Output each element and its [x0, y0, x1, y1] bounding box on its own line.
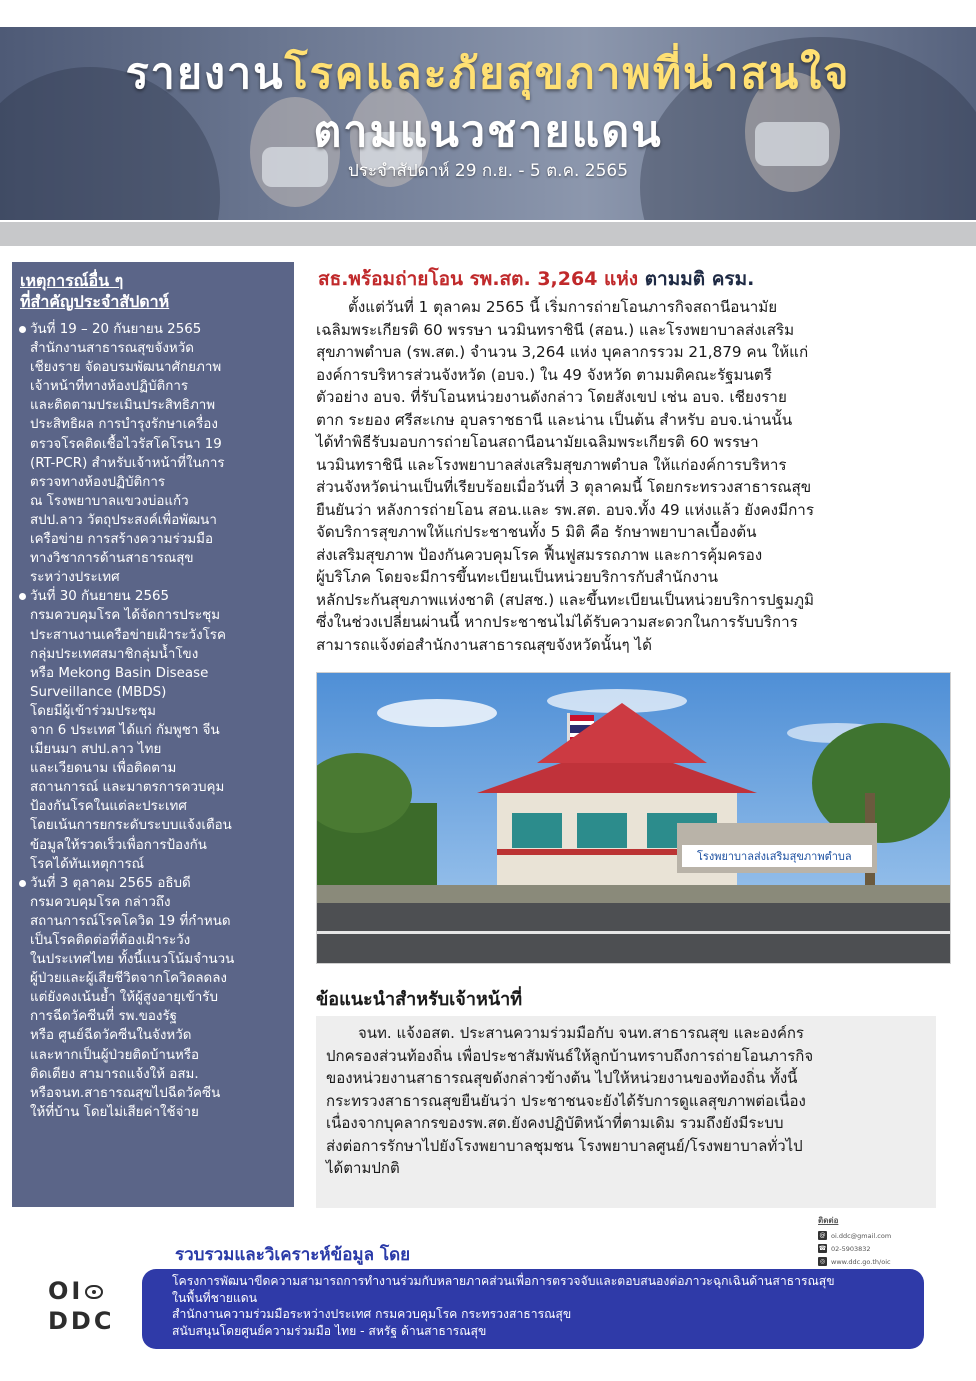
article-line: ตั้งแต่วันที่ 1 ตุลาคม 2565 นี้ เริ่มการถ่ายโอนภารกิจสถานีอนามัย: [348, 298, 778, 316]
sidebar-event-item: [30, 874, 286, 1122]
sidebar-event-line: และหากเป็นผู้ป่วยติดบ้านหรือ: [30, 1047, 200, 1063]
contact-web-row[interactable]: [818, 1256, 938, 1267]
contact-email-row[interactable]: [818, 1230, 938, 1241]
recommendation-box: [316, 1016, 936, 1208]
recommendation-line: เนื่องจากบุคลากรของรพ.สต.ยังคงปฏิบัติหน้าที่ตามเดิม รวมถึงยังมีระบบ: [326, 1114, 784, 1132]
sidebar-event-line: ประสิทธิผล การบำรุงรักษาเครื่อง: [30, 417, 218, 433]
headline-dark: ตามมติ ครม.: [644, 268, 755, 290]
divider-strip: [0, 222, 976, 246]
article-line: ยืนยันว่า หลังการถ่ายโอน สอน.และ รพ.สต. อบจ.ทั้ง 49 แห่งแล้ว ยังคงมีการ: [316, 500, 814, 519]
sidebar-event-item: [30, 320, 286, 587]
title-highlight: โรคและภัยสุขภาพที่น่าสนใจ: [284, 49, 851, 99]
contact-phone: 02-5903832: [831, 1244, 871, 1253]
sidebar-event-line: สปป.ลาว วัตถุประสงค์เพื่อพัฒนา: [30, 512, 217, 528]
sidebar-event-line: สถานการณ์โรคโควิด 19 ที่กำหนด: [30, 913, 231, 929]
sidebar-heading-line2: ที่สำคัญประจำสัปดาห์: [20, 292, 170, 311]
contact-phone-row[interactable]: [818, 1243, 938, 1254]
eye-icon: [85, 1285, 103, 1299]
article-line: สุขภาพตำบล (รพ.สต.) จำนวน 3,264 แห่ง บุคลากรรวม 21,879 คน ให้แก่: [316, 343, 809, 361]
title-line2: ตามแนวชายแดน: [313, 107, 663, 157]
report-week: ประจำสัปดาห์ 29 ก.ย. - 5 ต.ค. 2565: [347, 161, 629, 181]
sidebar-event-line: หรือจนท.สาธารณสุขไปฉีดวัคซีน: [30, 1085, 221, 1101]
recommendation-line: กระทรวงสาธารณสุขยืนยันว่า ประชาชนจะยังได้รับการดูแลสุขภาพต่อเนื่อง: [326, 1091, 806, 1110]
health-center-photo: [316, 672, 951, 964]
recommendation-line: ได้ตามปกติ: [326, 1159, 400, 1177]
article-line: ตัวอย่าง อบจ. ที่รับโอนหน่วยงานดังกล่าว โดยสังเขป เช่น อบจ. เชียงราย: [316, 388, 787, 406]
sidebar-event-line: หรือ ศูนย์ฉีดวัคซีนในจังหวัด: [30, 1028, 192, 1044]
contact-email: oi.ddc@gmail.com: [831, 1231, 892, 1240]
sidebar-event-line: กลุ่มประเทศสมาชิกลุ่มน้ำโขง: [30, 646, 199, 662]
sidebar-event-line: ณ โรงพยาบาลแขวงบ่อแก้ว: [30, 493, 189, 509]
project-info-line: สำนักงานความร่วมมือระหว่างประเทศ กรมควบคุมโรค กระทรวงสาธารณสุข: [172, 1307, 572, 1321]
article-line: ส่งเสริมสุขภาพ ป้องกันควบคุมโรค ฟื้นฟูสมรรถภาพ และการคุ้มครอง: [316, 545, 763, 564]
sidebar-event-line: ให้ที่บ้าน โดยไม่เสียค่าใช้จ่าย: [30, 1104, 199, 1120]
sidebar-heading-line1: เหตุการณ์อื่น ๆ: [20, 271, 124, 290]
oi-ddc-logo: [48, 1276, 128, 1338]
article-line: เฉลิมพระเกียรติ 60 พรรษา นวมินทราชินี (สอน.) และโรงพยาบาลส่งเสริม: [316, 320, 795, 339]
sidebar-event-line: (RT-PCR) สำหรับเจ้าหน้าที่ในการ: [30, 455, 225, 471]
sidebar-event-line: โดยเน้นการยกระดับระบบแจ้งเตือน: [30, 818, 232, 834]
sidebar-event-line: แต่ยังคงเน้นย้ำ ให้ผู้สูงอายุเข้ารับ: [30, 990, 218, 1006]
recommendation-line: ของหน่วยงานสาธารณสุขดังกล่าวข้างต้น ไปให้หน่วยงานของท้องถิ่น ทั้งนี้: [326, 1069, 798, 1087]
sidebar-event-line: หรือ Mekong Basin Disease: [30, 665, 209, 681]
sidebar-event-line: ในประเทศไทย ทั้งนี้แนวโน้มจำนวน: [30, 952, 235, 968]
header-banner: [0, 27, 976, 220]
logo-line1: OI: [48, 1277, 84, 1305]
sidebar-event-line: เชียงราย จัดอบรมพัฒนาศักยภาพ: [30, 360, 222, 376]
compiled-by-label: รวบรวมและวิเคราะห์ข้อมูล โดย: [175, 1245, 411, 1265]
sidebar-event-line: ป้องกันโรคในแต่ละประเทศ: [30, 799, 187, 815]
article-line: องค์การบริหารส่วนจังหวัด (อบจ.) ใน 49 จังหวัด ตามมติคณะรัฐมนตรี: [316, 365, 772, 384]
phone-icon: ☎: [818, 1245, 827, 1252]
email-icon: @: [819, 1232, 826, 1239]
article-line: นวมินทราชินี และโรงพยาบาลส่งเสริมสุขภาพตำบล ให้แก่องค์การบริหาร: [316, 455, 787, 474]
article-line: ส่วนจังหวัดน่านเป็นที่เรียบร้อยเมื่อวันที่ 3 ตุลาคมนี้ โดยกระทรวงสาธารณสุข: [316, 478, 812, 496]
contact-title: ติดต่อ: [818, 1216, 839, 1225]
sidebar-event-line: สำนักงานสาธารณสุขจังหวัด: [30, 341, 194, 357]
sidebar-event-line: เครือข่าย การสร้างความร่วมมือ: [30, 532, 214, 548]
headline-red: สธ.พร้อมถ่ายโอน รพ.สต. 3,264 แห่ง: [318, 268, 639, 290]
sidebar-event-line: จาก 6 ประเทศ ได้แก่ กัมพูชา จีน: [30, 722, 220, 738]
recommendation-line: จนท. แจ้งอสต. ประสานความร่วมมือกับ จนท.สาธารณสุข และองค์กร: [358, 1024, 804, 1042]
sidebar-event-line: ระหว่างประเทศ: [30, 570, 120, 586]
sidebar-event-line: เจ้าหน้าที่ทางห้องปฏิบัติการ: [30, 379, 189, 395]
sidebar-event-line: สถานการณ์ และมาตรการควบคุม: [30, 780, 225, 796]
sidebar-event-item: [30, 587, 286, 873]
report-title: [0, 45, 976, 161]
project-info-line: สนับสนุนโดยศูนย์ความร่วมมือ ไทย - สหรัฐ ด้านสาธารณสุข: [172, 1323, 487, 1338]
sidebar-other-events: [12, 262, 294, 1207]
contact-web: www.ddc.go.th/oic: [831, 1257, 891, 1266]
sidebar-event-line: โรคได้ทันเหตุการณ์: [30, 856, 145, 872]
project-info-line: โครงการพัฒนาขีดความสามารถการทำงานร่วมกับหลายภาคส่วนเพื่อการตรวจจับและตอบสนองต่อภาวะฉุกเฉินด้านสาธารณสุข: [172, 1274, 835, 1288]
sidebar-event-line: เมียนมา สปป.ลาว ไทย: [30, 742, 162, 758]
sidebar-event-line: และติดตามประเมินประสิทธิภาพ: [30, 398, 216, 414]
article-line: ซึ่งในช่วงเปลี่ยนผ่านนี้ หากประชาชนไม่ได้รับความสะดวกในการรับบริการ: [316, 613, 798, 631]
article-line: ตาก ระยอง ศรีสะเกษ อุบลราชธานี และน่าน เป็นต้น สำหรับ อบจ.น่านนั้น: [316, 410, 793, 429]
recommendation-line: ส่งต่อการรักษาไปยังโรงพยาบาลชุมชน โรงพยาบาลศูนย์/โรงพยาบาลทั่วไป: [326, 1136, 803, 1155]
article-line: ได้ทำพิธีรับมอบการถ่ายโอนสถานีอนามัยเฉลิมพระเกียรติ 60 พรรษา: [316, 433, 759, 451]
sidebar-event-line: ทางวิชาการด้านสาธารณสุข: [30, 551, 194, 567]
article-line: ผู้บริโภค โดยจะมีการขึ้นทะเบียนเป็นหน่วยบริการกับสำนักงาน: [316, 568, 719, 586]
article-headline: [318, 265, 958, 293]
sidebar-event-line: ตรวจโรคติดเชื้อไวรัสโคโรนา 19: [30, 436, 222, 452]
project-info-box: [142, 1269, 924, 1349]
logo-line2: DDC: [48, 1307, 115, 1335]
recommendation-title: ข้อแนะนำสำหรับเจ้าหน้าที่: [316, 989, 523, 1010]
sidebar-event-line: กรมควบคุมโรค กล่าวถึง: [30, 894, 171, 910]
sidebar-event-line: โดยมีผู้เข้าร่วมประชุม: [30, 703, 156, 719]
article-line: หลักประกันสุขภาพแห่งชาติ (สปสช.) และขึ้นทะเบียนเป็นหน่วยบริการปฐมภูมิ: [316, 590, 815, 609]
sidebar-event-line: เป็นโรคติดต่อที่ต้องเฝ้าระวัง: [30, 933, 191, 948]
sidebar-event-line: การฉีดวัคซีนที่ รพ.ของรัฐ: [30, 1009, 178, 1025]
sidebar-event-list: [20, 320, 286, 1122]
sidebar-event-line: วันที่ 19 – 20 กันยายน 2565: [30, 322, 202, 337]
sidebar-event-line: ผู้ป่วยและผู้เสียชีวิตจากโควิดลดลง: [30, 971, 227, 987]
sidebar-event-line: ข้อมูลให้รวดเร็วเพื่อการป้องกัน: [30, 837, 207, 853]
globe-icon: ◎: [819, 1258, 826, 1265]
contact-block: [818, 1214, 938, 1269]
article-line: จัดบริการสุขภาพให้แก่ประชาชนทั้ง 5 มิติ คือ รักษาพยาบาลเบื้องต้น: [316, 523, 757, 541]
sidebar-event-line: กรมควบคุมโรค ได้จัดการประชุม: [30, 608, 221, 624]
sidebar-event-line: วันที่ 3 ตุลาคม 2565 อธิบดี: [30, 875, 191, 891]
sidebar-event-line: และเวียดนาม เพื่อติดตาม: [30, 761, 177, 777]
project-info-line: ในพื้นที่ชายแดน: [172, 1290, 258, 1305]
sidebar-event-line: วันที่ 30 กันยายน 2565: [30, 589, 170, 605]
photo-sign-text: โรงพยาบาลส่งเสริมสุขภาพตำบล: [697, 850, 852, 863]
title-white: รายงาน: [125, 49, 285, 99]
article-line: สามารถแจ้งต่อสำนักงานสาธารณสุขจังหวัดนั้นๆ ได้: [316, 635, 652, 654]
sidebar-event-line: ตรวจทางห้องปฏิบัติการ: [30, 474, 166, 490]
sidebar-event-line: Surveillance (MBDS): [30, 684, 167, 700]
article-body: [316, 296, 952, 656]
recommendation-line: ปกครองส่วนท้องถิ่น เพื่อประชาสัมพันธ์ให้ลูกบ้านทราบถึงการถ่ายโอนภารกิจ: [326, 1046, 814, 1065]
sidebar-event-line: ประสานงานเครือข่ายเฝ้าระวังโรค: [30, 627, 226, 643]
sidebar-heading: [20, 270, 286, 312]
sidebar-event-line: ติดเตียง สามารถแจ้งให้ อสม.: [30, 1066, 199, 1082]
